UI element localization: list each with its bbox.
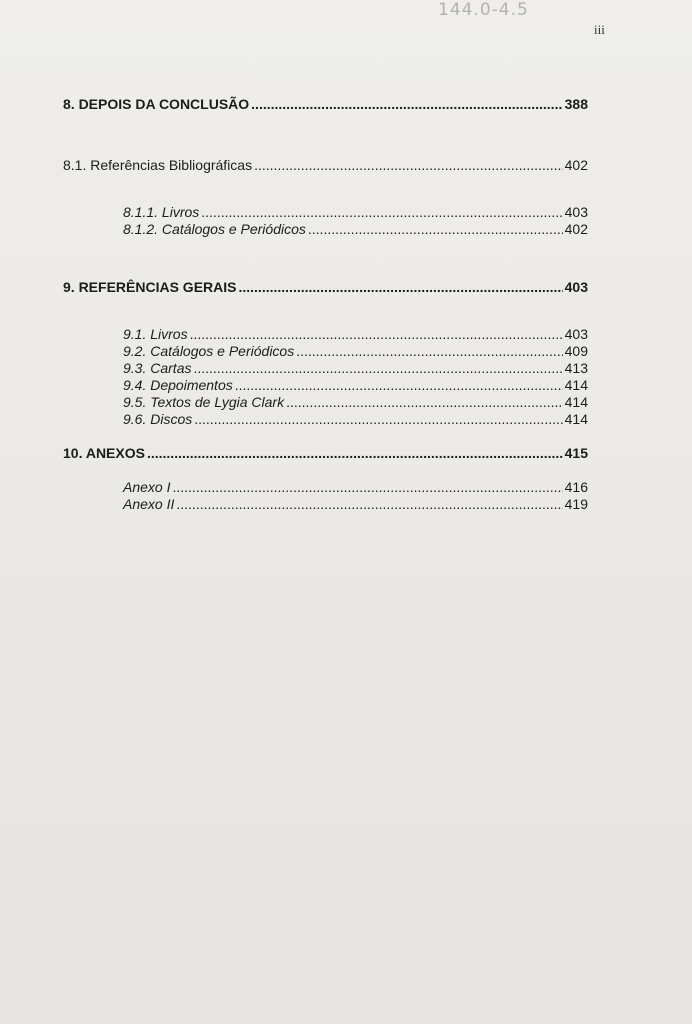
toc-entry-label: 8.1. Referências Bibliográficas: [63, 157, 253, 173]
toc-entry-section-9-6: [123, 411, 588, 428]
toc-leader-dots: [172, 479, 562, 496]
toc-entry-page: 414: [564, 394, 588, 410]
toc-entry-label: Anexo I: [123, 479, 171, 495]
toc-entry-label: 9.1. Livros: [123, 326, 188, 342]
toc-entry-page: 403: [564, 326, 588, 342]
toc-leader-dots: [251, 96, 562, 113]
page-number: iii: [594, 22, 605, 37]
toc-entry-label: 8.1.2. Catálogos e Periódicos: [123, 221, 306, 237]
toc-entry-label: 9.6. Discos: [123, 411, 193, 427]
toc-entry-label: 9.3. Cartas: [123, 360, 192, 376]
toc-entry-page: 402: [564, 157, 588, 173]
toc-entry-label: 8. DEPOIS DA CONCLUSÃO: [63, 96, 250, 112]
archive-handwritten-mark: 144.0-4.5: [438, 0, 529, 20]
toc-entry-section-9-1: [123, 326, 588, 343]
toc-entry-label: 9.2. Catálogos e Periódicos: [123, 343, 295, 359]
toc-leader-dots: [235, 377, 563, 394]
toc-entry-label: 10. ANEXOS: [63, 445, 145, 461]
toc-entry-section-8-1-1: [123, 204, 588, 221]
toc-entry-section-8-1: [63, 157, 588, 174]
toc-entry-page: 419: [564, 496, 588, 512]
toc-leader-dots: [238, 279, 562, 296]
toc-leader-dots: [176, 496, 562, 513]
toc-entry-page: 416: [564, 479, 588, 495]
toc-entry-page: 409: [564, 343, 588, 359]
toc-entry-section-9-2: [123, 343, 588, 360]
toc-entry-section-9-4: [123, 377, 588, 394]
toc-entry-section-8-1-2: [123, 221, 588, 238]
toc-entry-label: 9.4. Depoimentos: [123, 377, 233, 393]
toc-leader-dots: [286, 394, 563, 411]
toc-entry-section-9-5: [123, 394, 588, 411]
toc-entry-page: 414: [564, 377, 588, 393]
toc-leader-dots: [190, 326, 563, 343]
toc-leader-dots: [194, 411, 562, 428]
toc-entry-label: Anexo II: [123, 496, 175, 512]
toc-entry-page: 402: [564, 221, 588, 237]
toc-entry-page: 414: [564, 411, 588, 427]
toc-leader-dots: [308, 221, 563, 238]
toc-entry-section-8: [63, 96, 588, 113]
toc-entry-annex-2: [123, 496, 588, 513]
toc-entry-section-9: [63, 279, 588, 296]
toc-entry-annex-1: [123, 479, 588, 496]
toc-entry-label: 8.1.1. Livros: [123, 204, 200, 220]
toc-leader-dots: [193, 360, 562, 377]
toc-leader-dots: [254, 157, 563, 174]
toc-entry-page: 388: [564, 96, 588, 112]
toc-entry-section-10: [63, 445, 588, 462]
toc-entry-label: 9.5. Textos de Lygia Clark: [123, 394, 285, 410]
toc-leader-dots: [147, 445, 563, 462]
toc-entry-page: 403: [564, 204, 588, 220]
toc-leader-dots: [201, 204, 562, 221]
toc-entry-label: 9. REFERÊNCIAS GERAIS: [63, 279, 237, 295]
toc-entry-section-9-3: [123, 360, 588, 377]
toc-leader-dots: [296, 343, 562, 360]
toc-entry-page: 403: [564, 279, 588, 295]
toc-entry-page: 413: [564, 360, 588, 376]
toc-entry-page: 415: [564, 445, 588, 461]
